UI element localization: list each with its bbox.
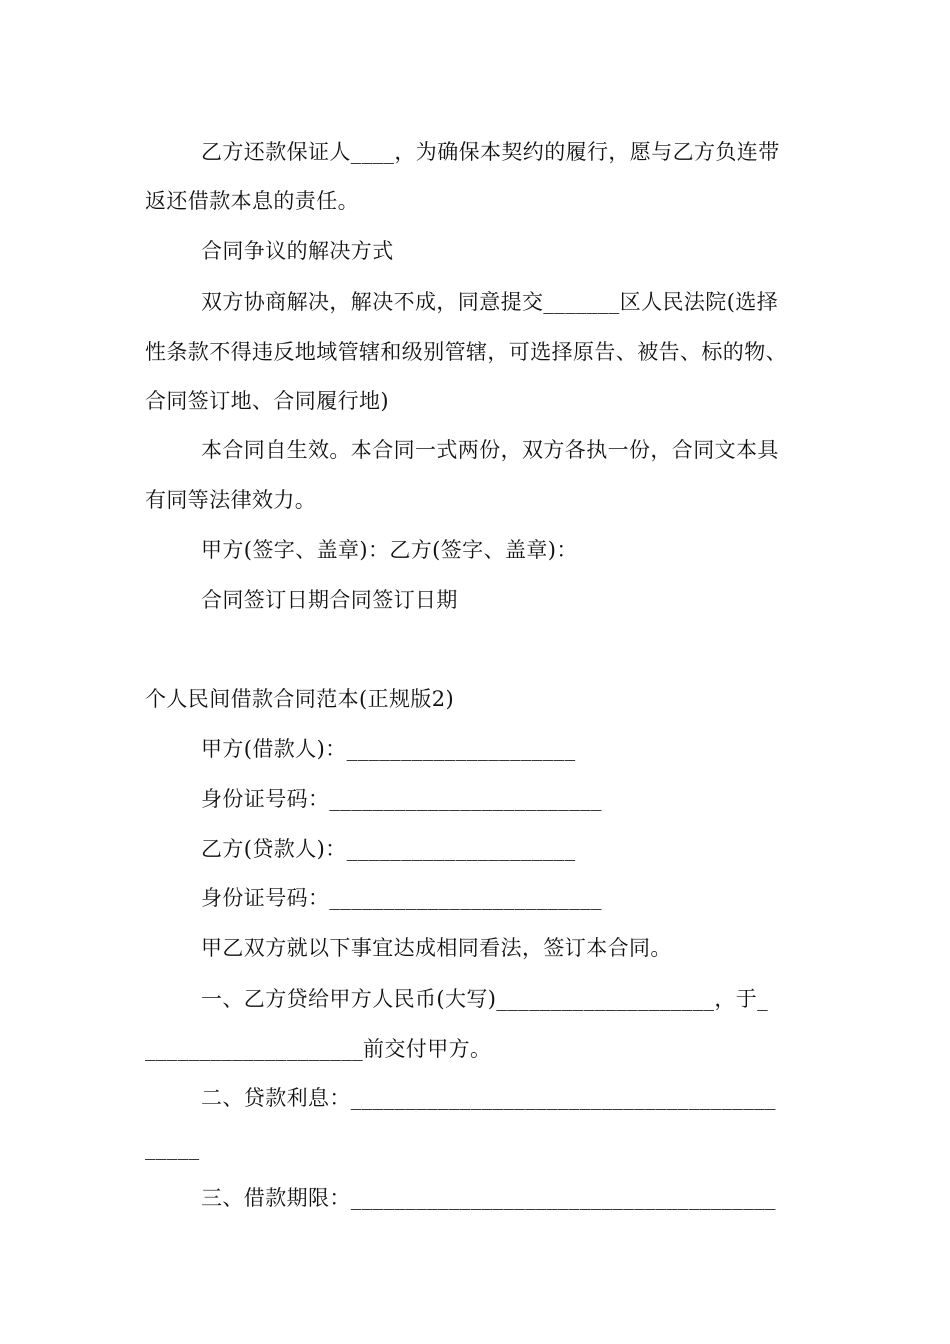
guarantor-paragraph-line-2: 返还借款本息的责任。 [145,189,359,213]
dispute-heading: 合同争议的解决方式 [201,239,394,263]
clause-1-line-2: ____________________前交付甲方。 [145,1037,492,1061]
clause-2-line-2: _____ [145,1136,200,1160]
clause-2-line-1: 二、贷款利息：_______________________________________ [201,1086,776,1110]
dispute-paragraph-line-1: 双方协商解决，解决不成，同意提交_______区人民法院(选择 [201,290,779,314]
effect-paragraph-line-2: 有同等法律效力。 [145,488,317,512]
signature-line: 甲方(签字、盖章)：乙方(签字、盖章)： [201,538,578,562]
party-a-field: 甲方(借款人)：_____________________ [201,737,576,761]
contract-title: 个人民间借款合同范本(正规版2) [145,687,455,711]
clause-3-line-1: 三、借款期限：_______________________________________ [201,1186,776,1210]
party-b-id-field: 身份证号码：_________________________ [201,886,602,910]
party-a-id-field: 身份证号码：_________________________ [201,787,602,811]
effect-paragraph-line-1: 本合同自生效。本合同一式两份，双方各执一份，合同文本具 [201,438,779,462]
signing-date-line: 合同签订日期合同签订日期 [201,588,458,612]
guarantor-paragraph-line-1: 乙方还款保证人____，为确保本契约的履行，愿与乙方负连带 [201,140,780,164]
clause-1-line-1: 一、乙方贷给甲方人民币(大写)____________________，于_ [201,987,769,1011]
dispute-paragraph-line-3: 合同签订地、合同履行地) [145,389,389,413]
party-b-field: 乙方(贷款人)：_____________________ [201,837,576,861]
agreement-intro: 甲乙双方就以下事宜达成相同看法，签订本合同。 [201,936,672,960]
dispute-paragraph-line-2: 性条款不得违反地域管辖和级别管辖，可选择原告、被告、标的物、 [145,340,787,364]
